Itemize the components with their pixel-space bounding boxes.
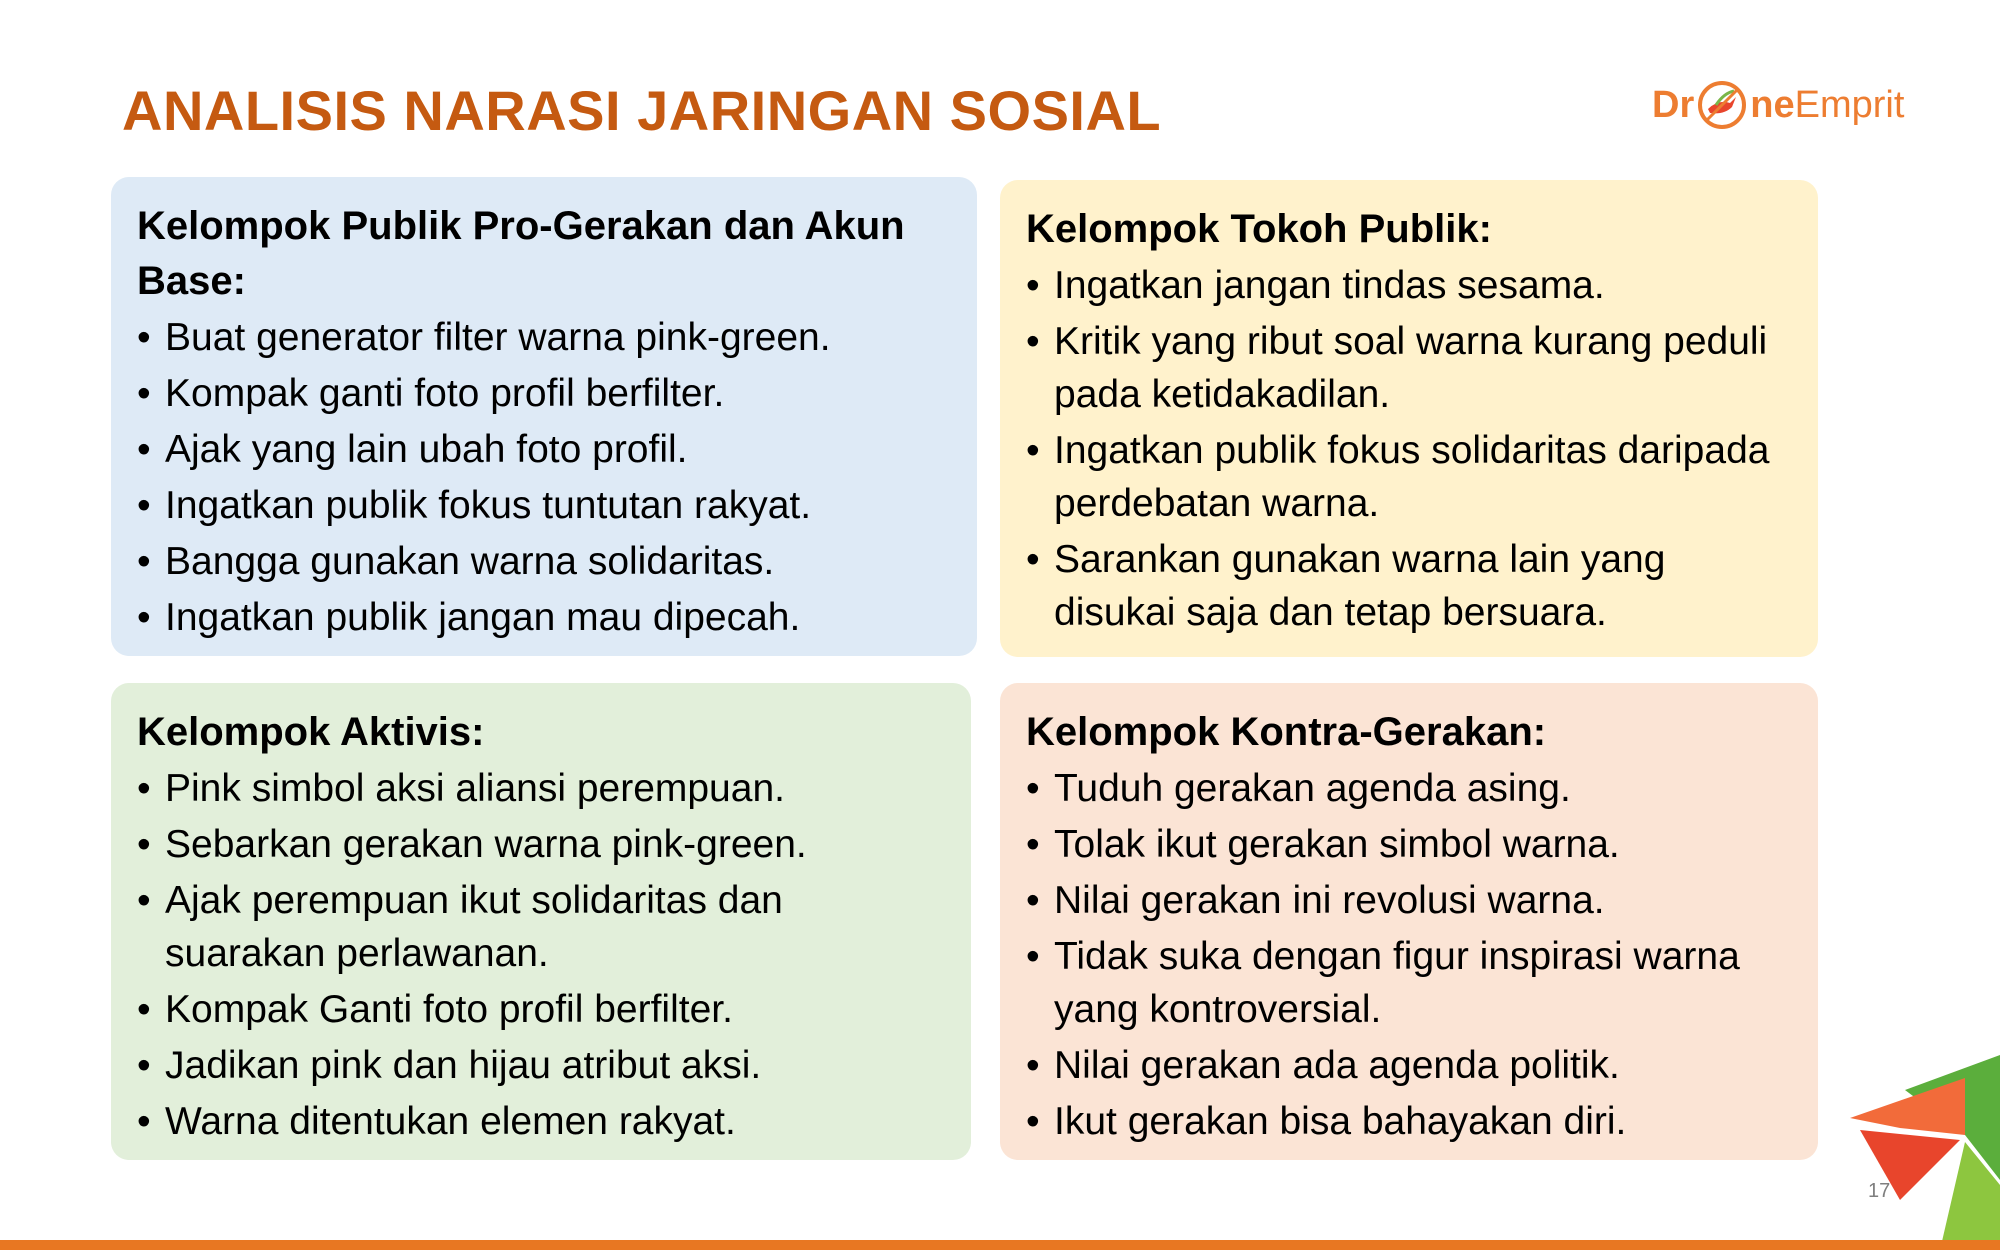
- list-item: • Ingatkan publik jangan mau dipecah.: [137, 591, 951, 644]
- list-item: • Bangga gunakan warna solidaritas.: [137, 535, 951, 588]
- list-item: • Ingatkan publik fokus tuntutan rakyat.: [137, 479, 951, 532]
- bullet-list: [137, 311, 951, 644]
- list-item: • Warna ditentukan elemen rakyat.: [137, 1095, 945, 1148]
- bullet-list: [137, 762, 945, 1148]
- box-heading: Kelompok Tokoh Publik:: [1026, 207, 1492, 251]
- list-item: • Ingatkan publik fokus solidaritas daripada perdebatan warna.: [1026, 424, 1792, 530]
- list-item: • Sebarkan gerakan warna pink-green.: [137, 818, 945, 871]
- box-pro-gerakan: [111, 177, 977, 656]
- list-item: • Ajak yang lain ubah foto profil.: [137, 423, 951, 476]
- list-item: • Sarankan gunakan warna lain yang disukai saja dan tetap bersuara.: [1026, 533, 1792, 639]
- bullet-list: [1026, 259, 1792, 639]
- list-item: • Tidak suka dengan figur inspirasi warna yang kontroversial.: [1026, 930, 1792, 1036]
- logo-text-suffix: Emprit: [1794, 83, 1905, 126]
- corner-decoration-icon: [1840, 1050, 2000, 1250]
- list-item: • Nilai gerakan ini revolusi warna.: [1026, 874, 1792, 927]
- list-item: • Pink simbol aksi aliansi perempuan.: [137, 762, 945, 815]
- logo-text-prefix: Dr: [1652, 83, 1695, 126]
- list-item: • Ikut gerakan bisa bahayakan diri.: [1026, 1095, 1792, 1148]
- drone-emprit-logo: [1652, 72, 1904, 138]
- list-item: • Ajak perempuan ikut solidaritas dan suarakan perlawanan.: [137, 874, 945, 980]
- list-item: • Kritik yang ribut soal warna kurang peduli pada ketidakadilan.: [1026, 315, 1792, 421]
- list-item: • Kompak ganti foto profil berfilter.: [137, 367, 951, 420]
- list-item: • Tuduh gerakan agenda asing.: [1026, 762, 1792, 815]
- list-item: • Nilai gerakan ada agenda politik.: [1026, 1039, 1792, 1092]
- bullet-list: [1026, 762, 1792, 1148]
- list-item: • Kompak Ganti foto profil berfilter.: [137, 983, 945, 1036]
- box-aktivis: [111, 683, 971, 1160]
- box-tokoh-publik: [1000, 180, 1818, 657]
- box-heading: Kelompok Kontra-Gerakan:: [1026, 710, 1547, 754]
- box-heading: Kelompok Publik Pro-Gerakan dan Akun Base:: [137, 204, 905, 303]
- slide-title: ANALISIS NARASI JARINGAN SOSIAL: [122, 79, 1162, 142]
- logo-text-bold: ne: [1750, 83, 1795, 126]
- list-item: • Tolak ikut gerakan simbol warna.: [1026, 818, 1792, 871]
- page-number: 17: [1868, 1180, 1891, 1202]
- list-item: • Jadikan pink dan hijau atribut aksi.: [137, 1039, 945, 1092]
- list-item: • Ingatkan jangan tindas sesama.: [1026, 259, 1792, 312]
- list-item: • Buat generator filter warna pink-green.: [137, 311, 951, 364]
- box-kontra-gerakan: [1000, 683, 1818, 1160]
- bottom-accent-bar: [0, 1240, 2000, 1250]
- drone-ring-icon: [1696, 79, 1748, 131]
- box-heading: Kelompok Aktivis:: [137, 710, 485, 754]
